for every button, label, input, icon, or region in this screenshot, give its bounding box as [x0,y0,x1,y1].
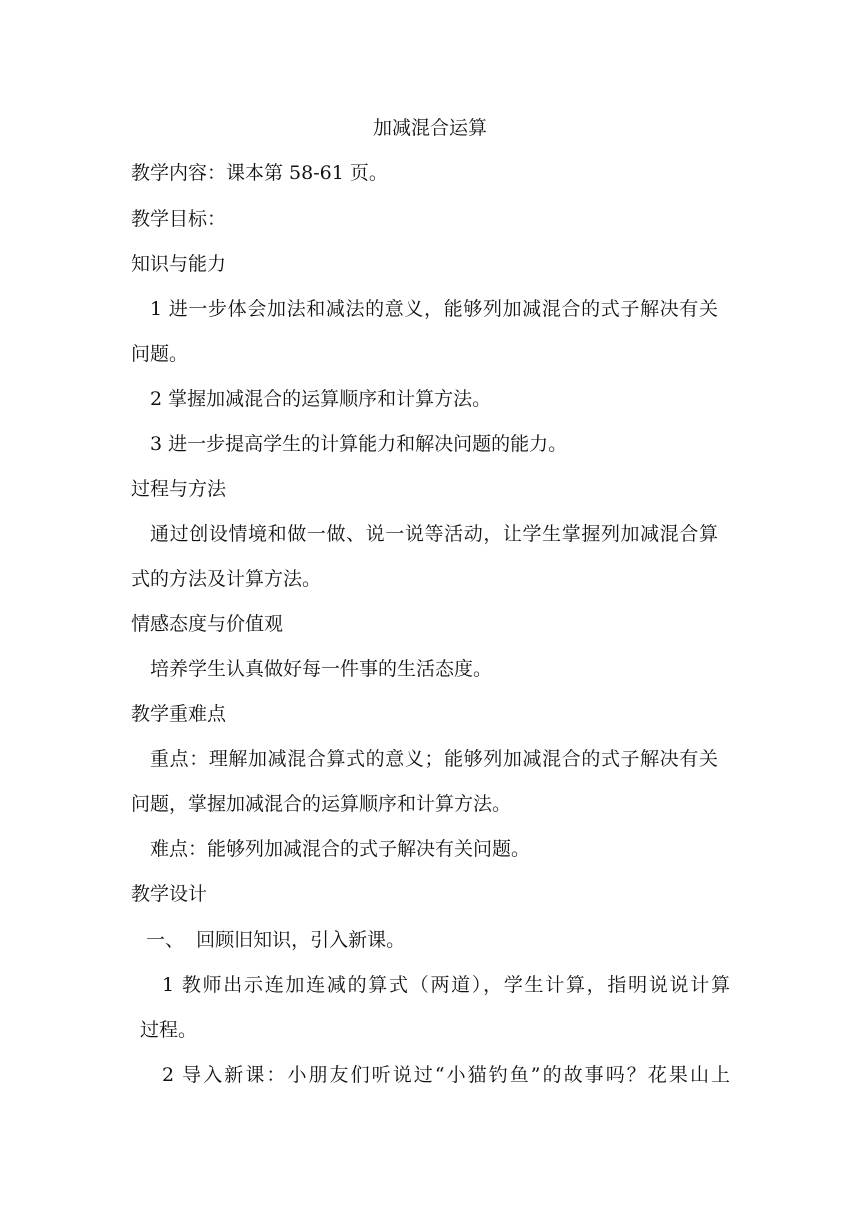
knowledge-item-1: 1 进一步体会加法和减法的意义，能够列加减混合的式子解决有关 [150,298,718,320]
knowledge-heading: 知识与能力 [131,253,227,275]
knowledge-item-2: 2 掌握加减混合的运算顺序和计算方法。 [150,388,492,410]
knowledge-item-1-cont: 问题。 [131,343,189,365]
key-point-line-1: 重点：理解加减混合算式的意义；能够列加减混合的式子解决有关 [150,748,718,770]
design-heading: 教学设计 [131,883,208,905]
content-line: 教学内容：课本第 58-61 页。 [131,162,388,184]
attitude-heading: 情感态度与价值观 [131,613,284,635]
attitude-line: 培养学生认真做好每一件事的生活态度。 [150,658,493,680]
goals-heading: 教学目标： [131,208,227,230]
key-point-line-2: 问题，掌握加减混合的运算顺序和计算方法。 [131,793,512,815]
step-1-line-2: 过程。 [140,1019,198,1041]
section-1-heading: 一、 回顾旧知识，引入新课。 [146,929,406,951]
page-title: 加减混合运算 [372,117,487,139]
difficulty-line: 难点：能够列加减混合的式子解决有关问题。 [150,838,531,860]
step-1-line-1: 1 教师出示连加连减的算式（两道），学生计算，指明说说计算 [162,974,730,996]
difficulty-heading: 教学重难点 [131,703,227,725]
knowledge-item-3: 3 进一步提高学生的计算能力和解决问题的能力。 [150,433,568,455]
process-line-1: 通过创设情境和做一做、说一说等活动，让学生掌握列加减混合算 [150,523,718,545]
process-line-2: 式的方法及计算方法。 [131,568,322,590]
step-2-line-1: 2 导入新课：小朋友们听说过“小猫钓鱼”的故事吗？花果山上 [162,1064,730,1086]
process-heading: 过程与方法 [131,478,227,500]
